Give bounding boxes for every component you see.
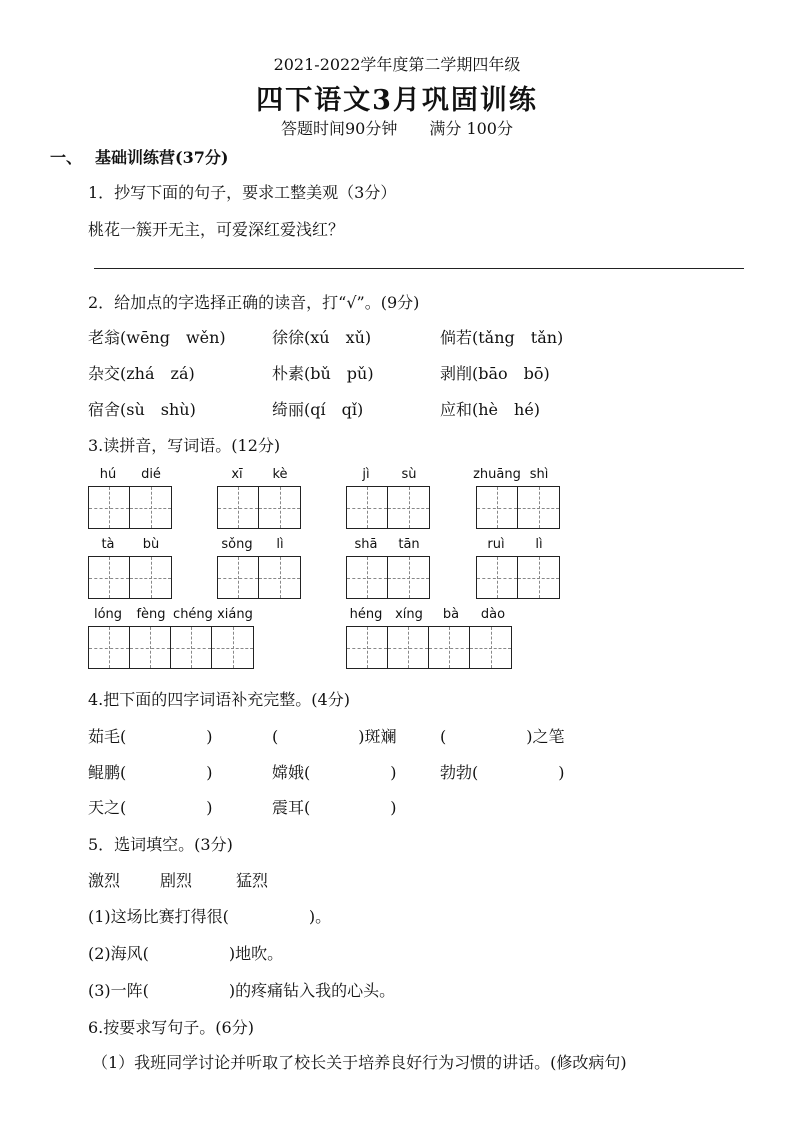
pinyin-choice[interactable]: 绮丽(qí qǐ) bbox=[272, 400, 364, 419]
pinyin-label: chéng bbox=[173, 607, 213, 622]
pinyin-label: xíng bbox=[395, 607, 423, 622]
fill-sentence[interactable]: (1)这场比赛打得很( )。 bbox=[88, 907, 332, 926]
pinyin-label: bù bbox=[142, 537, 160, 552]
pinyin-label: tà bbox=[101, 537, 115, 552]
question-1-sentence: 桃花一簇开无主，可爱深红爱浅红？ bbox=[88, 220, 345, 239]
pinyin-choice[interactable]: 老翁(wēng wěn) bbox=[88, 328, 226, 347]
fill-sentence[interactable]: (2)海风( )地吹。 bbox=[88, 944, 284, 963]
writing-grid[interactable] bbox=[476, 556, 560, 599]
question-3-prompt: 3.读拼音，写词语。(12分) bbox=[88, 436, 281, 455]
question-2-prompt: 2．给加点的字选择正确的读音，打“√”。(9分) bbox=[88, 293, 420, 312]
pinyin-label: héng bbox=[349, 607, 383, 622]
pinyin-label: ruì bbox=[487, 537, 505, 552]
pinyin-label: lóng bbox=[93, 607, 123, 622]
writing-grid[interactable] bbox=[346, 626, 512, 669]
pinyin-label: xī bbox=[231, 467, 243, 482]
idiom-blank[interactable]: 茹毛( ) bbox=[88, 727, 213, 746]
writing-grid[interactable] bbox=[88, 556, 172, 599]
pinyin-label: hú bbox=[99, 467, 117, 482]
pinyin-label: shā bbox=[354, 537, 378, 552]
writing-grid[interactable] bbox=[217, 556, 301, 599]
pinyin-label: zhuāng bbox=[473, 467, 521, 482]
pinyin-label: bà bbox=[442, 607, 460, 622]
question-6-prompt: 6.按要求写句子。(6分) bbox=[88, 1018, 254, 1037]
idiom-blank[interactable]: 勃勃( ) bbox=[440, 763, 565, 782]
pinyin-label: jì bbox=[362, 467, 370, 482]
question-6-item-1: （1）我班同学讨论并听取了校长关于培养良好行为习惯的讲话。(修改病句) bbox=[92, 1053, 627, 1072]
section-number: 一、 bbox=[50, 148, 83, 167]
pinyin-choice[interactable]: 朴素(bǔ pǔ) bbox=[272, 364, 374, 383]
page-title: 四下语文3月巩固训练 bbox=[256, 85, 538, 116]
pinyin-label: lì bbox=[276, 537, 284, 552]
exam-meta: 答题时间90分钟 满分 100分 bbox=[281, 119, 513, 138]
writing-grid[interactable] bbox=[346, 556, 430, 599]
writing-grid[interactable] bbox=[346, 486, 430, 529]
section-title: 基础训练营(37分) bbox=[95, 148, 229, 167]
pinyin-choice[interactable]: 徐徐(xú xǔ) bbox=[272, 328, 372, 347]
idiom-blank[interactable]: ( )斑斓 bbox=[272, 727, 397, 746]
pinyin-choice[interactable]: 应和(hè hé) bbox=[440, 400, 541, 419]
pinyin-label: dào bbox=[480, 607, 506, 622]
pinyin-choice[interactable]: 杂交(zhá zá) bbox=[88, 364, 195, 383]
word-choice: 剧烈 bbox=[160, 871, 193, 890]
word-choice: 猛烈 bbox=[236, 871, 269, 890]
question-1-prompt: 1．抄写下面的句子，要求工整美观（3分） bbox=[88, 183, 397, 202]
pinyin-label: sǒng bbox=[221, 537, 253, 552]
fill-sentence[interactable]: (3)一阵( )的疼痛钻入我的心头。 bbox=[88, 981, 396, 1000]
word-choice: 激烈 bbox=[88, 871, 121, 890]
idiom-blank[interactable]: 天之( ) bbox=[88, 798, 213, 817]
idiom-blank[interactable]: 震耳( ) bbox=[272, 798, 397, 817]
writing-grid[interactable] bbox=[217, 486, 301, 529]
idiom-blank[interactable]: 嫦娥( ) bbox=[272, 763, 397, 782]
idiom-blank[interactable]: 鲲鹏( ) bbox=[88, 763, 213, 782]
pinyin-label: tān bbox=[398, 537, 420, 552]
pinyin-choice[interactable]: 倘若(tǎng tǎn) bbox=[440, 328, 564, 347]
pinyin-choice[interactable]: 宿舍(sù shù) bbox=[88, 400, 196, 419]
pinyin-label: fèng bbox=[136, 607, 166, 622]
idiom-blank[interactable]: ( )之笔 bbox=[440, 727, 565, 746]
question-5-prompt: 5．选词填空。(3分) bbox=[88, 835, 233, 854]
pinyin-label: kè bbox=[272, 467, 288, 482]
pinyin-label: xiáng bbox=[217, 607, 253, 622]
year-line: 2021-2022学年度第二学期四年级 bbox=[273, 55, 521, 74]
question-4-prompt: 4.把下面的四字词语补充完整。(4分) bbox=[88, 690, 350, 709]
pinyin-choice[interactable]: 剥削(bāo bō) bbox=[440, 364, 550, 383]
writing-grid[interactable] bbox=[88, 486, 172, 529]
writing-grid[interactable] bbox=[476, 486, 560, 529]
pinyin-label: shì bbox=[529, 467, 549, 482]
answer-line[interactable] bbox=[94, 268, 744, 269]
writing-grid[interactable] bbox=[88, 626, 254, 669]
pinyin-label: lì bbox=[535, 537, 543, 552]
pinyin-label: sù bbox=[401, 467, 417, 482]
pinyin-label: dié bbox=[141, 467, 161, 482]
